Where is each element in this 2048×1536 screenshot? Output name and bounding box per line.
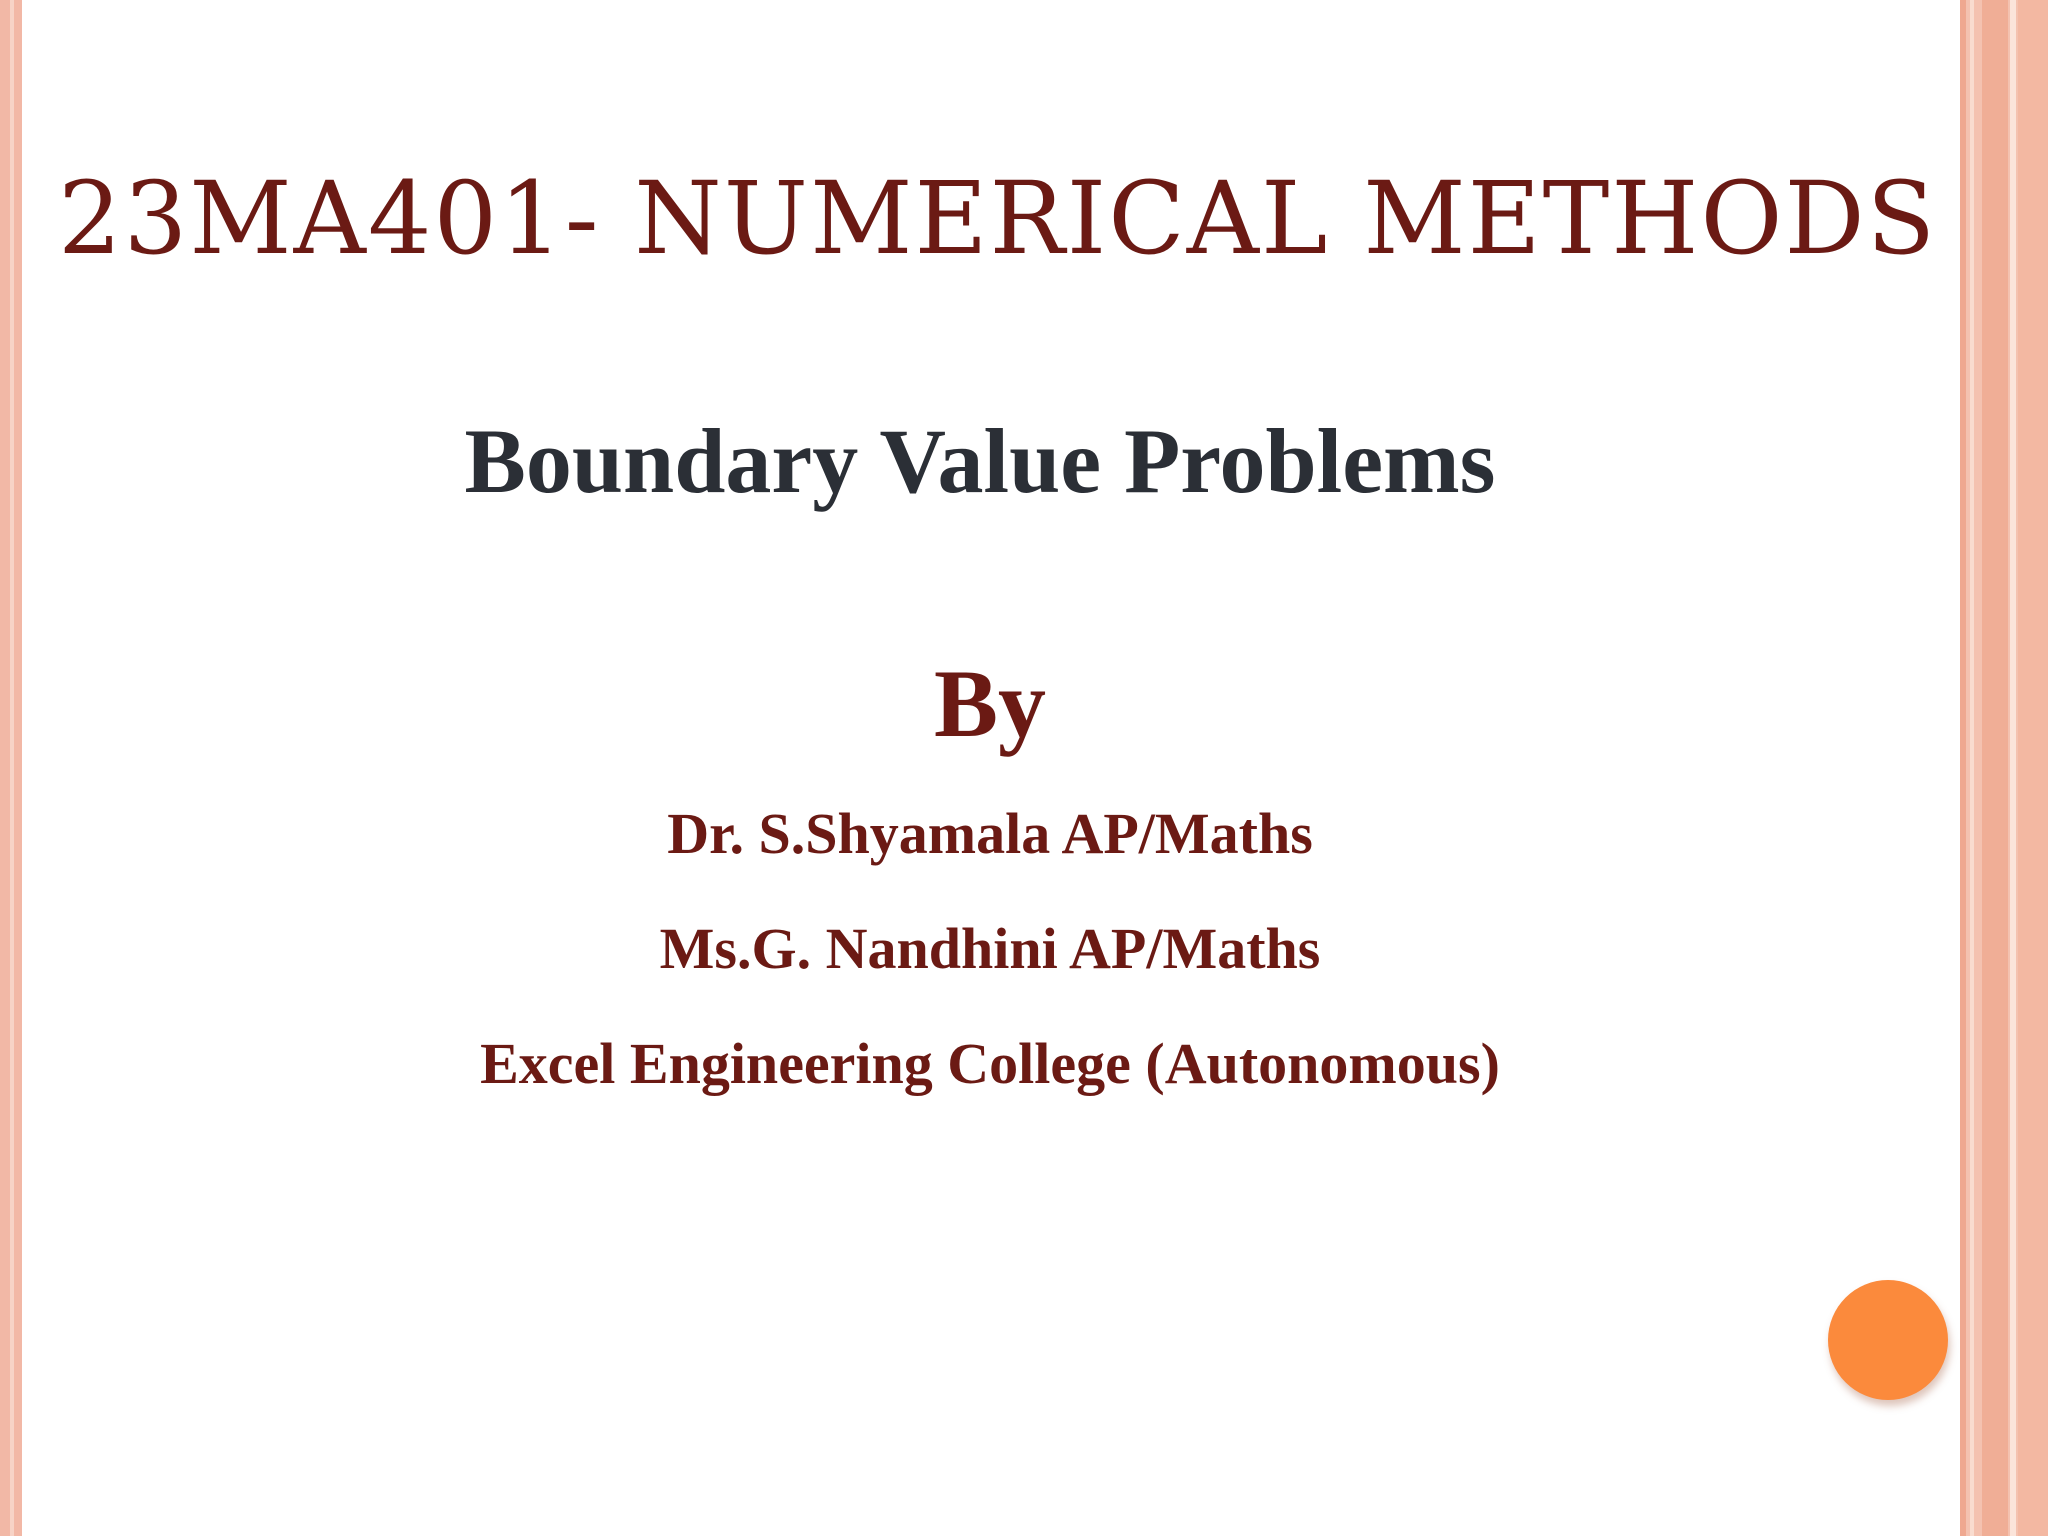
slide-title: 23MA401- NUMERICAL METHODS <box>58 160 1938 277</box>
right-band-stripe <box>1970 0 1974 1536</box>
by-label: By <box>933 650 1047 757</box>
slide-subtitle: Boundary Value Problems <box>464 410 1496 512</box>
right-band-stripe <box>1982 0 2008 1536</box>
right-band-stripe <box>2010 0 2016 1536</box>
institution-line: Excel Engineering College (Autonomous) <box>480 1031 1500 1096</box>
right-band-stripe <box>1960 0 1966 1536</box>
left-border-stripe <box>0 0 22 1536</box>
author-line: Ms.G. Nandhini AP/Maths <box>659 916 1321 981</box>
right-band-stripe <box>2018 0 2048 1536</box>
author-line: Dr. S.Shyamala AP/Maths <box>667 801 1313 866</box>
decorative-orange-circle <box>1828 1280 1948 1400</box>
left-border-stripe-inner <box>10 0 14 1536</box>
right-decorative-band <box>1960 0 2048 1536</box>
